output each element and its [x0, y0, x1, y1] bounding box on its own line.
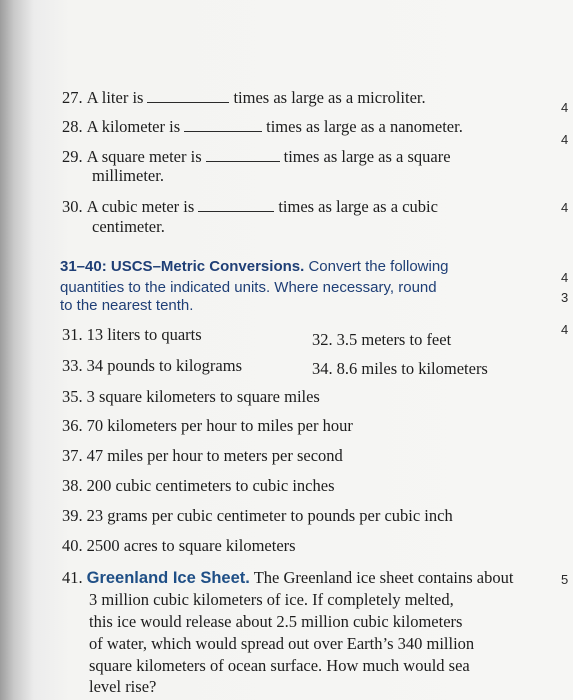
- problem-41-line: square kilometers of ocean surface. How much would sea: [89, 656, 470, 675]
- problem-29: 29. A square meter is times as large as a square: [62, 147, 451, 166]
- problem-30: 30. A cubic meter is times as large as a cubic: [62, 197, 438, 216]
- section-instructions-line3: to the nearest tenth.: [60, 297, 194, 314]
- margin-number: 4: [561, 322, 569, 337]
- problem-29-cont: millimeter.: [92, 166, 164, 185]
- answer-blank[interactable]: [206, 147, 280, 162]
- problem-36: 36. 70 kilometers per hour to miles per hour: [62, 416, 353, 435]
- margin-number: 4: [561, 100, 569, 115]
- problem-40: 40. 2500 acres to square kilometers: [62, 536, 296, 555]
- answer-blank[interactable]: [198, 197, 274, 212]
- problem-30-cont: centimeter.: [92, 217, 165, 236]
- problem-33: 33. 34 pounds to kilograms: [62, 356, 242, 375]
- margin-number: 4: [561, 200, 569, 215]
- problem-41-line: this ice would release about 2.5 million cubic kilometers: [89, 612, 463, 631]
- problem-38: 38. 200 cubic centimeters to cubic inches: [62, 476, 335, 495]
- margin-number: 4: [561, 270, 569, 285]
- problem-28: 28. A kilometer is times as large as a nanometer.: [62, 117, 463, 136]
- problem-39: 39. 23 grams per cubic centimeter to pounds per cubic inch: [62, 506, 453, 525]
- margin-number: 4: [561, 132, 569, 147]
- problem-37: 37. 47 miles per hour to meters per second: [62, 446, 343, 465]
- answer-blank[interactable]: [147, 88, 229, 103]
- problem-31: 31. 13 liters to quarts: [62, 325, 202, 344]
- section-heading: 31–40: USCS–Metric Conversions. Convert the following: [60, 258, 449, 275]
- answer-blank[interactable]: [184, 117, 262, 132]
- margin-number: 5: [561, 572, 569, 587]
- problem-41-line: of water, which would spread out over Earth’s 340 million: [89, 634, 475, 653]
- problem-34: 34. 8.6 miles to kilometers: [312, 359, 488, 378]
- problem-41-heading: Greenland Ice Sheet.: [86, 569, 250, 587]
- margin-number: 3: [561, 290, 569, 305]
- problem-41-line: level rise?: [89, 677, 157, 696]
- problem-35: 35. 3 square kilometers to square miles: [62, 387, 320, 406]
- problem-32: 32. 3.5 meters to feet: [312, 330, 452, 349]
- problem-41: 41. Greenland Ice Sheet. The Greenland ice sheet contains about: [62, 568, 514, 587]
- section-instructions-line2: quantities to the indicated units. Where necessary, round: [60, 279, 437, 296]
- problem-27: 27. A liter is times as large as a microliter.: [62, 88, 426, 107]
- problem-41-line: 3 million cubic kilometers of ice. If completely melted,: [89, 590, 454, 609]
